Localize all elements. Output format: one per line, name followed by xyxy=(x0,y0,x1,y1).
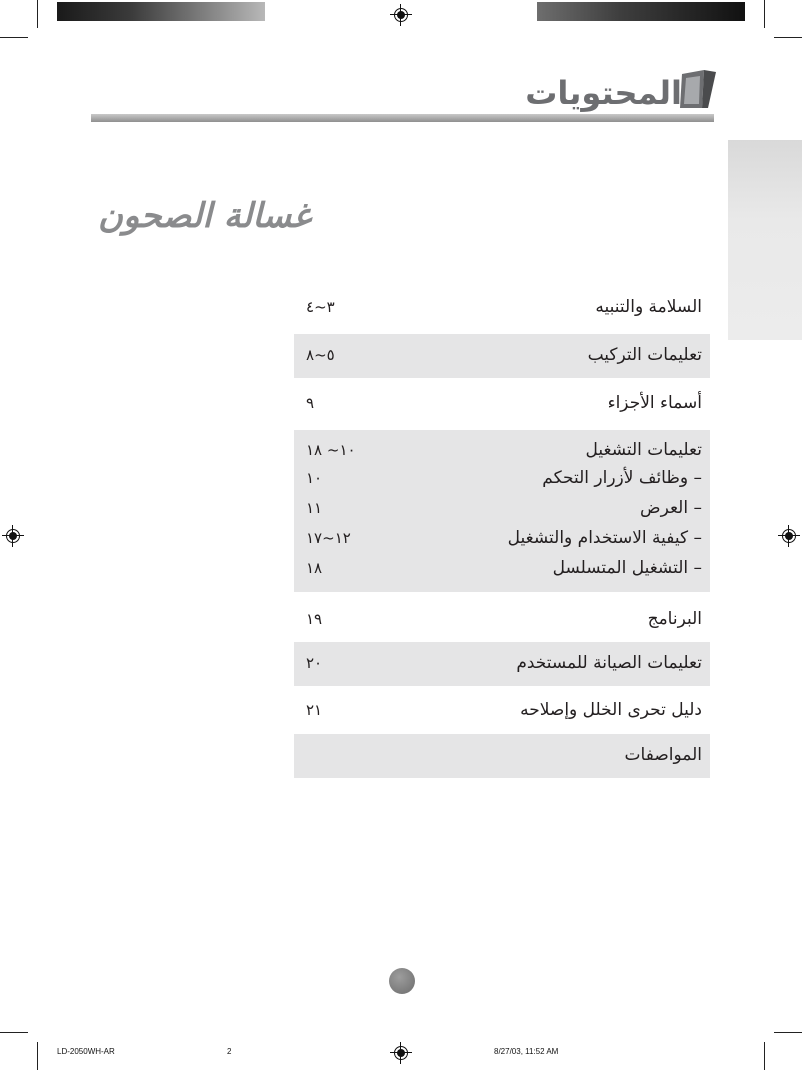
footer-file-name: LD-2050WH-AR xyxy=(57,1047,115,1056)
toc-row xyxy=(294,384,710,424)
toc-label: البرنامج xyxy=(647,609,702,629)
toc-label: المواصفات xyxy=(624,745,702,765)
toc-label: السلامة والتنبيه xyxy=(595,297,702,317)
toc-page: ١٢~١٧ xyxy=(306,529,351,547)
document-title: غسالة الصحون xyxy=(98,196,311,236)
registration-mark-icon xyxy=(2,525,24,547)
toc-label: تعليمات التركيب xyxy=(587,345,702,365)
footer-timestamp: 8/27/03, 11:52 AM xyxy=(494,1047,559,1056)
toc-row xyxy=(294,690,710,732)
toc-row xyxy=(294,552,710,582)
toc-row xyxy=(294,642,710,686)
footer-page-number: 2 xyxy=(227,1047,232,1056)
crop-mark xyxy=(37,0,38,28)
toc-page: ١٠~ ١٨ xyxy=(306,441,356,459)
toc-label: تعليمات الصيانة للمستخدم xyxy=(516,653,702,673)
crop-mark xyxy=(0,37,28,38)
toc-row xyxy=(294,462,710,492)
crop-mark xyxy=(764,0,765,28)
toc-label: – كيفية الاستخدام والتشغيل xyxy=(507,528,702,548)
crop-mark xyxy=(774,1032,802,1033)
crop-mark xyxy=(764,1042,765,1070)
toc-page: ٣~٤ xyxy=(306,298,335,316)
print-color-bar-left xyxy=(57,2,265,21)
toc-row xyxy=(294,492,710,522)
side-tab xyxy=(728,140,802,340)
toc-label: – التشغيل المتسلسل xyxy=(552,558,702,578)
toc-row xyxy=(294,596,710,640)
page-dot-icon xyxy=(389,968,415,994)
toc-row xyxy=(294,288,710,328)
toc-row xyxy=(294,334,710,378)
registration-mark-icon xyxy=(778,525,800,547)
header-book-icon xyxy=(678,68,718,110)
toc-page: ٢٠ xyxy=(306,654,323,672)
crop-mark xyxy=(774,37,802,38)
toc-row-group xyxy=(294,430,710,592)
toc-page: ٥~٨ xyxy=(306,346,335,364)
crop-mark xyxy=(0,1032,28,1033)
toc-row xyxy=(294,430,710,462)
header-rule xyxy=(91,114,714,122)
registration-mark-icon xyxy=(390,4,412,26)
toc-label: دليل تحرى الخلل وإصلاحه xyxy=(520,700,702,720)
toc-page: ١٨ xyxy=(306,559,323,577)
page-title: المحتويات xyxy=(525,74,682,112)
toc-row xyxy=(294,734,710,778)
crop-mark xyxy=(37,1042,38,1070)
toc-page: ١١ xyxy=(306,499,323,517)
toc-label: تعليمات التشغيل xyxy=(585,440,702,460)
toc-label: – العرض xyxy=(640,498,702,518)
toc-page: ٩ xyxy=(306,394,315,412)
toc-page: ٢١ xyxy=(306,701,323,719)
toc-page: ١٩ xyxy=(306,610,323,628)
toc-row xyxy=(294,522,710,552)
toc-label: – وظائف لأزرار التحكم xyxy=(542,468,702,488)
registration-mark-icon xyxy=(390,1042,412,1064)
print-color-bar-right xyxy=(537,2,745,21)
toc-label: أسماء الأجزاء xyxy=(607,393,702,413)
toc-page: ١٠ xyxy=(306,469,323,487)
